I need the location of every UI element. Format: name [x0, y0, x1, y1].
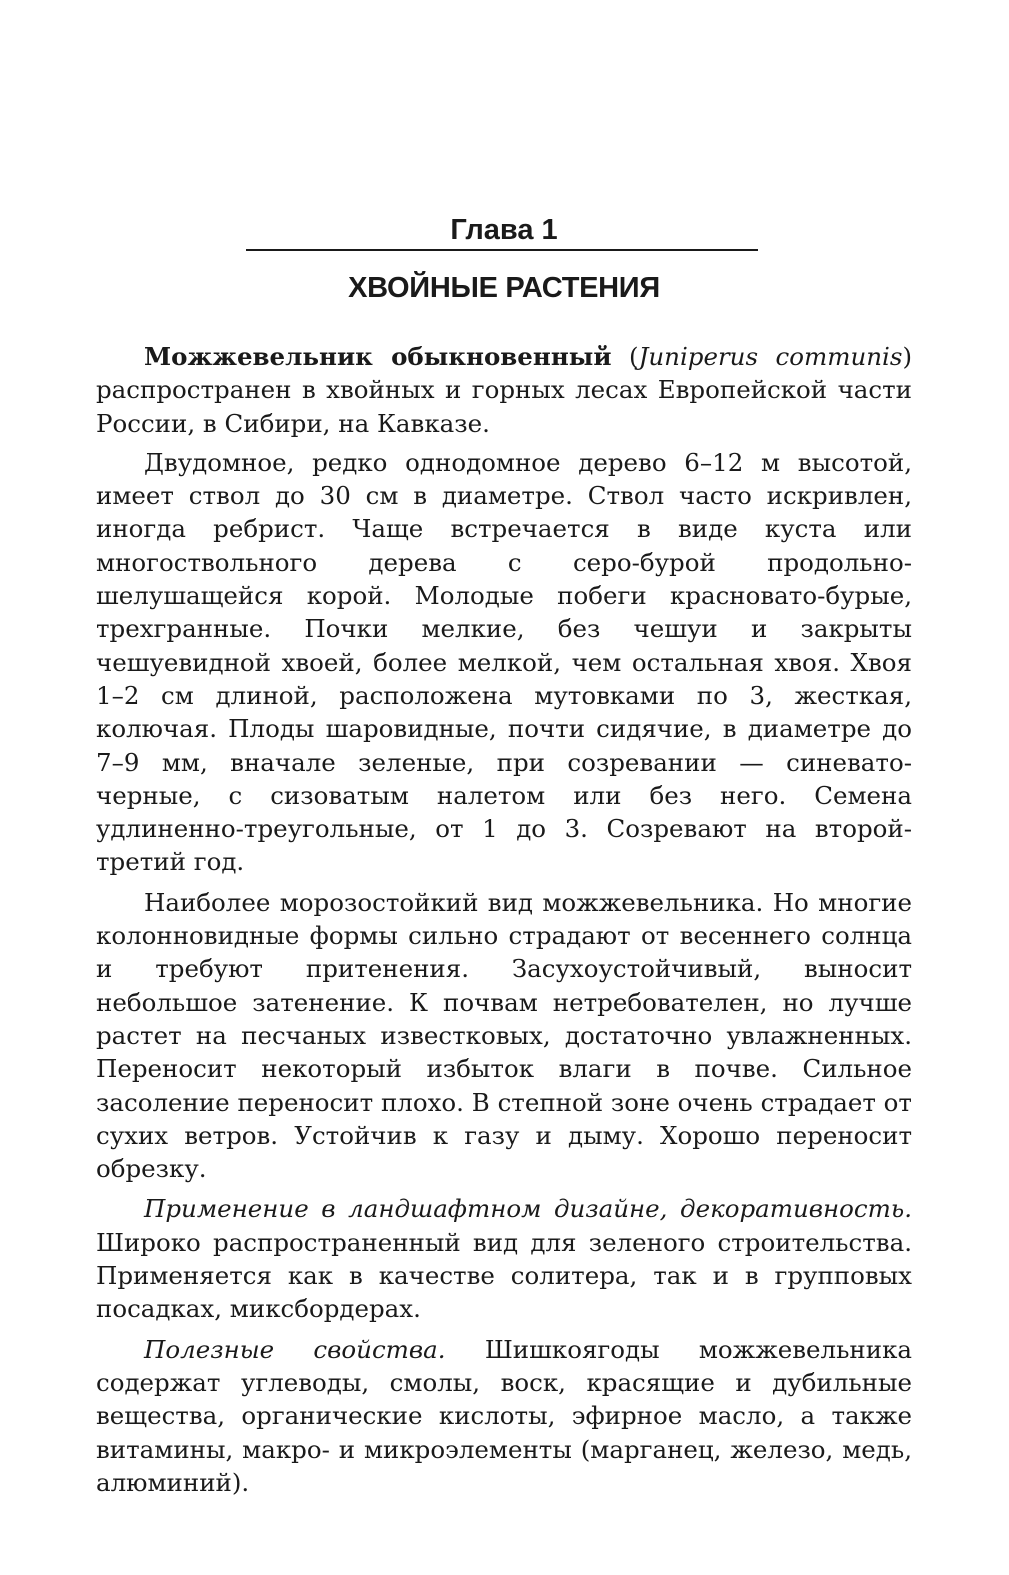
- species-name: Можжевельник обыкновенный: [144, 342, 612, 371]
- paragraph-intro: [96, 340, 912, 440]
- paragraph-description: Двудомное, редко однодомное дерево 6–12 м высотой, имеет ствол до 30 см в диаметре. Ствол часто искривлен, иногда ребрист. Чаще встречается в виде куста или многоствольного дерева с серо-бурой продольно-шелушащейся корой. Молодые побеги красновато-бурые, трехгранные. Почки мелкие, без чешуи и закрыты чешуевидной хвоей, более мелкой, чем остальная хвоя. Хвоя 1–2 см длиной, расположена мутовками по 3, жесткая, колючая. Плоды шаровидные, почти сидячие, в диаметре до 7–9 мм, вначале зеленые, при созревании — синевато-черные, с сизоватым налетом или без него. Семена удлиненно-треугольные, от 1 до 3. Созревают на второй-третий год.: [96, 447, 912, 877]
- body-text: [96, 340, 912, 1506]
- landscape-use-text: Широко распространенный вид для зеленого строительства. Применяется как в качестве солитера, так и в групповых посадках, миксбордерах.: [96, 1227, 912, 1324]
- chapter-title: ХВОЙНЫЕ РАСТЕНИЯ: [348, 272, 660, 304]
- paren-close: ): [902, 342, 912, 371]
- book-page: [96, 0, 912, 1575]
- paragraph-intro-text: распространен в хвойных и горных лесах Европейской части России, в Сибири, на Кавказе.: [96, 375, 912, 438]
- chapter-divider: [246, 249, 758, 251]
- chapter-label: Глава 1: [450, 214, 558, 246]
- latin-name: Juniperus communis: [638, 342, 903, 371]
- useful-properties-heading: Полезные свойства.: [144, 1334, 446, 1364]
- useful-properties-text: Шишкоягоды можжевельника содержат углеводы, смолы, воск, красящие и дубильные вещества, органические кислоты, эфирное масло, а также витамины, макро- и микроэлементы (марганец, железо, медь, алюминий).: [96, 1334, 913, 1497]
- paren-open: (: [611, 342, 639, 371]
- paragraph-useful-properties: [96, 1333, 912, 1499]
- paragraph-landscape-use: [96, 1192, 912, 1325]
- landscape-use-heading: Применение в ландшафтном дизайне, декоративность.: [144, 1194, 912, 1224]
- paragraph-ecology: Наиболее морозостойкий вид можжевельника. Но многие колонновидные формы сильно страдают от весеннего солнца и требуют притенения. Засухоустойчивый, выносит небольшое затенение. К почвам нетребователен, но лучше растет на песчаных известковых, достаточно увлажненных. Переносит некоторый избыток влаги в почве. Сильное засоление переносит плохо. В степной зоне очень страдает от сухих ветров. Устойчив к газу и дыму. Хорошо переносит обрезку.: [96, 887, 912, 1184]
